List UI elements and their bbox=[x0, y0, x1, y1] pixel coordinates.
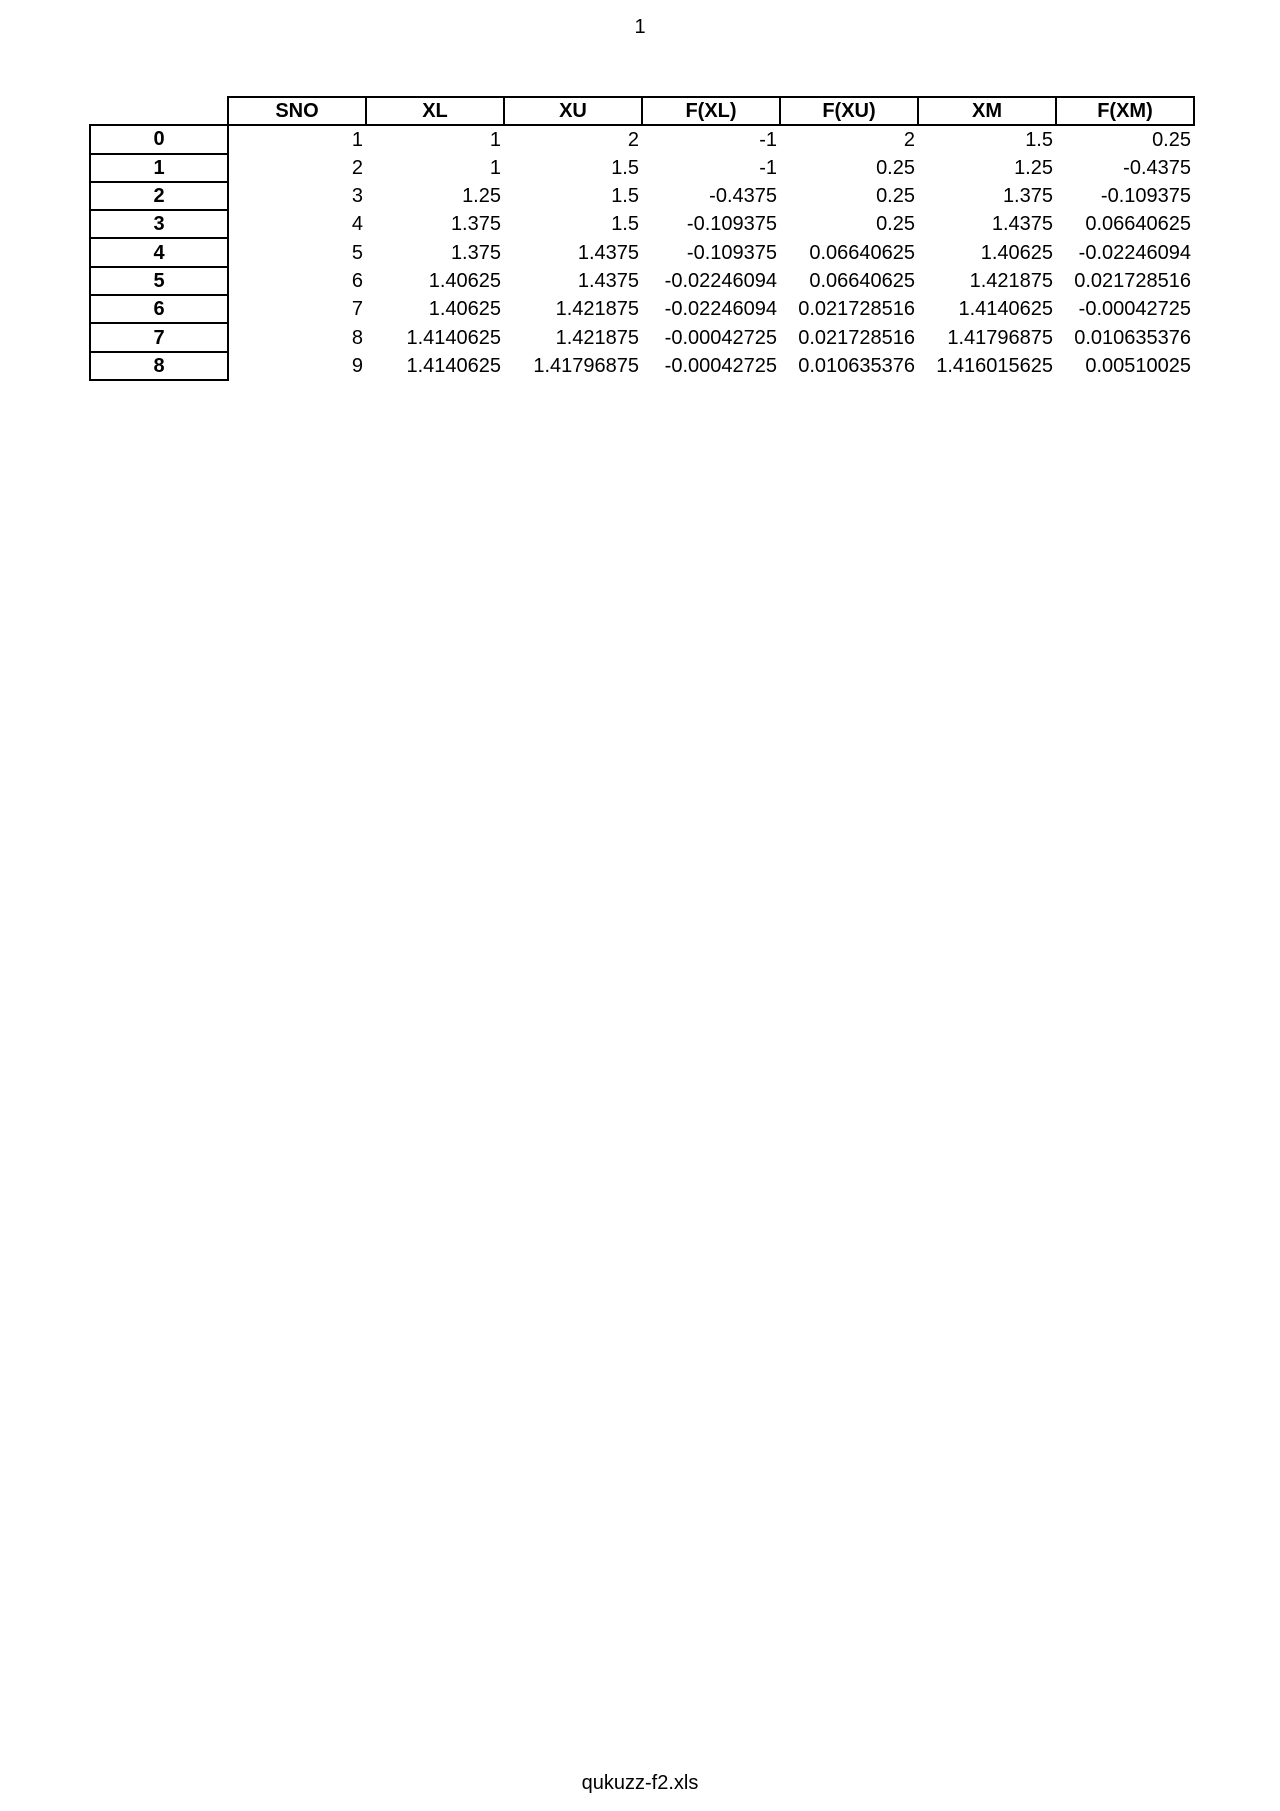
cell-fxl: -0.02246094 bbox=[664, 269, 777, 292]
row-index: 1 bbox=[90, 154, 228, 182]
cell-fxl: -0.109375 bbox=[686, 241, 777, 264]
row-index: 5 bbox=[90, 267, 228, 295]
table-row bbox=[90, 154, 1194, 182]
row-index: 0 bbox=[90, 125, 228, 153]
cell-fxu: 0.021728516 bbox=[798, 298, 915, 321]
cell-xm: 1.25 bbox=[1014, 156, 1053, 179]
cell-sno: 1 bbox=[351, 128, 363, 151]
header-row bbox=[90, 97, 1194, 125]
column-header-xm: XM bbox=[918, 97, 1056, 125]
cell-fxm: 0.25 bbox=[1152, 128, 1191, 151]
column-header-sno: SNO bbox=[228, 97, 366, 125]
cell-xu: 1.421875 bbox=[555, 326, 639, 349]
cell-fxm: 0.06640625 bbox=[1085, 213, 1191, 236]
table-row bbox=[90, 182, 1194, 210]
cell-fxm: -0.109375 bbox=[1100, 185, 1191, 208]
cell-xu: 1.5 bbox=[611, 213, 639, 236]
cell-xl: 1.40625 bbox=[428, 298, 501, 321]
cell-xu: 1.4375 bbox=[577, 269, 639, 292]
row-index: 8 bbox=[90, 352, 228, 380]
table-row bbox=[90, 267, 1194, 295]
cell-xu: 1.5 bbox=[611, 185, 639, 208]
cell-xl: 1 bbox=[489, 128, 501, 151]
table-row bbox=[90, 295, 1194, 323]
column-header-fxl: F(XL) bbox=[642, 97, 780, 125]
row-index: 3 bbox=[90, 210, 228, 238]
cell-sno: 4 bbox=[351, 213, 363, 236]
table-row bbox=[90, 352, 1194, 380]
cell-xu: 1.4375 bbox=[577, 241, 639, 264]
row-index: 4 bbox=[90, 238, 228, 266]
cell-xu: 2 bbox=[627, 128, 639, 151]
cell-fxl: -1 bbox=[759, 156, 777, 179]
cell-fxl: -0.4375 bbox=[709, 185, 777, 208]
cell-fxu: 0.06640625 bbox=[809, 241, 915, 264]
column-header-xu: XU bbox=[504, 97, 642, 125]
cell-xm: 1.41796875 bbox=[947, 326, 1053, 349]
cell-xl: 1.4140625 bbox=[406, 326, 501, 349]
cell-fxm: 0.00510025 bbox=[1085, 354, 1191, 377]
cell-xm: 1.5 bbox=[1025, 128, 1053, 151]
cell-fxu: 2 bbox=[903, 128, 915, 151]
row-index: 7 bbox=[90, 323, 228, 351]
page-number: 1 bbox=[634, 16, 646, 38]
spreadsheet-table bbox=[89, 96, 1195, 381]
cell-fxu: 0.25 bbox=[876, 213, 915, 236]
cell-fxm: 0.021728516 bbox=[1074, 269, 1191, 292]
data-grid bbox=[89, 96, 1195, 381]
cell-xl: 1.375 bbox=[450, 213, 501, 236]
cell-fxm: -0.4375 bbox=[1123, 156, 1191, 179]
page-footer-filename: qukuzz-f2.xls bbox=[581, 1772, 699, 1794]
cell-xm: 1.416015625 bbox=[936, 354, 1053, 377]
cell-fxu: 0.25 bbox=[876, 185, 915, 208]
table-row bbox=[90, 210, 1194, 238]
cell-xu: 1.421875 bbox=[555, 298, 639, 321]
corner-cell bbox=[90, 97, 228, 125]
cell-fxm: -0.02246094 bbox=[1078, 241, 1191, 264]
cell-fxl: -1 bbox=[759, 128, 777, 151]
row-index: 2 bbox=[90, 182, 228, 210]
cell-xu: 1.41796875 bbox=[533, 354, 639, 377]
cell-sno: 5 bbox=[351, 241, 363, 264]
table-row bbox=[90, 238, 1194, 266]
cell-fxu: 0.010635376 bbox=[798, 354, 915, 377]
cell-fxm: -0.00042725 bbox=[1078, 298, 1191, 321]
cell-fxl: -0.00042725 bbox=[664, 326, 777, 349]
cell-xm: 1.40625 bbox=[980, 241, 1053, 264]
cell-sno: 8 bbox=[351, 326, 363, 349]
cell-fxl: -0.00042725 bbox=[664, 354, 777, 377]
cell-fxu: 0.25 bbox=[876, 156, 915, 179]
cell-fxm: 0.010635376 bbox=[1074, 326, 1191, 349]
cell-xm: 1.4140625 bbox=[958, 298, 1053, 321]
cell-xm: 1.421875 bbox=[969, 269, 1053, 292]
cell-xl: 1.375 bbox=[450, 241, 501, 264]
cell-sno: 6 bbox=[351, 269, 363, 292]
cell-sno: 2 bbox=[351, 156, 363, 179]
cell-xm: 1.4375 bbox=[991, 213, 1053, 236]
cell-xl: 1.4140625 bbox=[406, 354, 501, 377]
column-header-fxu: F(XU) bbox=[780, 97, 918, 125]
table-row bbox=[90, 125, 1194, 153]
cell-xl: 1 bbox=[489, 156, 501, 179]
cell-fxl: -0.109375 bbox=[686, 213, 777, 236]
cell-sno: 3 bbox=[351, 185, 363, 208]
cell-fxu: 0.06640625 bbox=[809, 269, 915, 292]
table-row bbox=[90, 323, 1194, 351]
cell-fxu: 0.021728516 bbox=[798, 326, 915, 349]
cell-xu: 1.5 bbox=[611, 156, 639, 179]
row-index: 6 bbox=[90, 295, 228, 323]
column-header-fxm: F(XM) bbox=[1056, 97, 1194, 125]
cell-xl: 1.40625 bbox=[428, 269, 501, 292]
cell-xm: 1.375 bbox=[1002, 185, 1053, 208]
cell-sno: 7 bbox=[351, 298, 363, 321]
cell-sno: 9 bbox=[351, 354, 363, 377]
column-header-xl: XL bbox=[366, 97, 504, 125]
cell-xl: 1.25 bbox=[462, 185, 501, 208]
cell-fxl: -0.02246094 bbox=[664, 298, 777, 321]
